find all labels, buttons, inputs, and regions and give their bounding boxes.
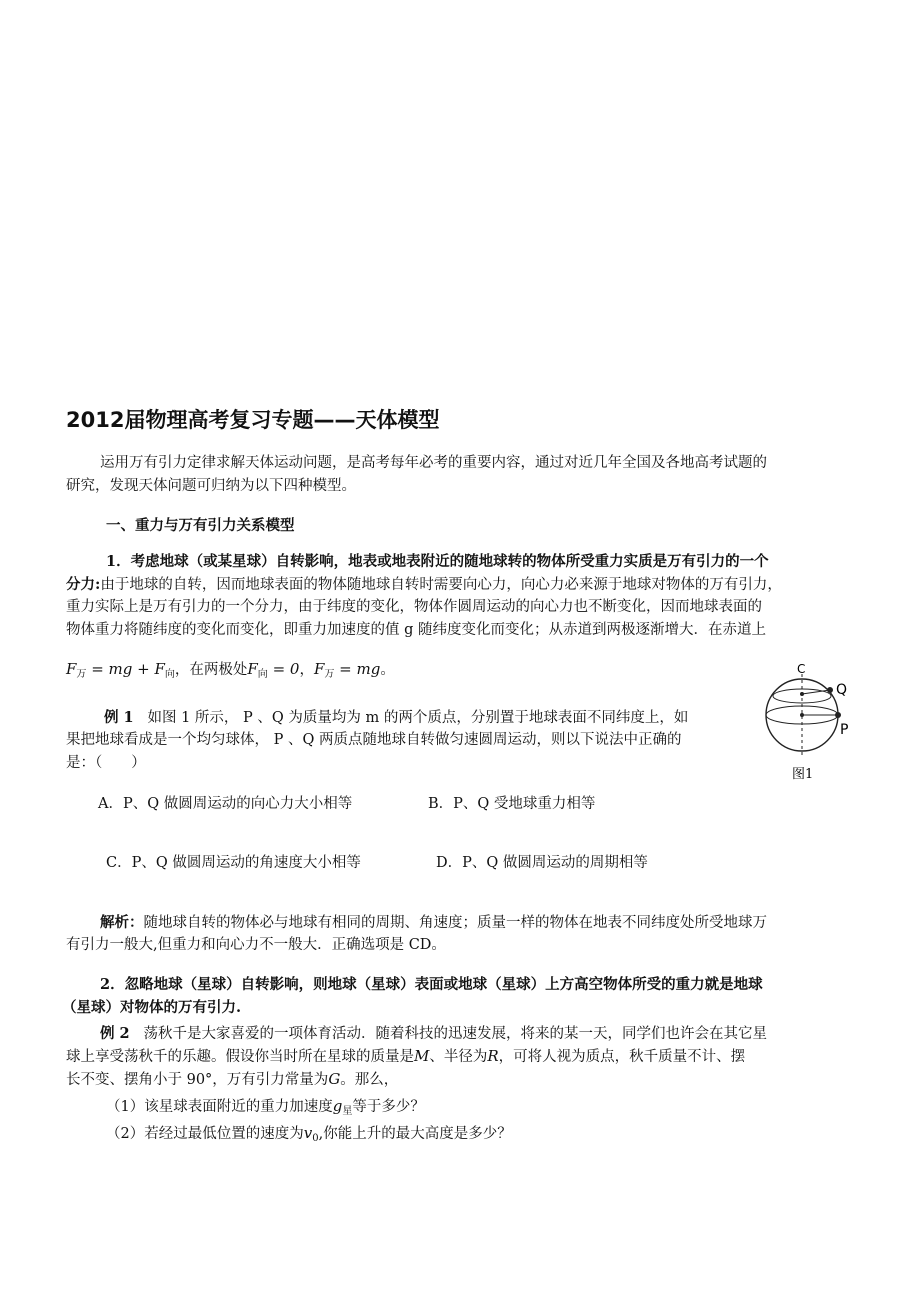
gravity-formula: $F_万$ = mg + $F_向$，在两极处$F_向 = 0$，$F_万$ = mg。: [66, 660, 395, 680]
example2-line-2: 球上享受荡秋千的乐趣。假设你当时所在星球的质量是M、半径为R，可将人视为质点，秋千质量不计、摆: [66, 1047, 746, 1065]
point1-line-2: [66, 573, 782, 597]
page-title: 2012届物理高考复习专题——天体模型: [66, 408, 440, 432]
figure-label-q: Q: [836, 682, 848, 698]
question-2: （2）若经过最低位置的速度为$v_0$,你能上升的最大高度是多少？: [106, 1124, 512, 1144]
figure-label-p: P: [840, 722, 849, 738]
option-c: C．P、Q 做圆周运动的角速度大小相等: [106, 855, 361, 871]
example2-line-3: 长不变、摆角小于 90°，万有引力常量为G。那么，: [66, 1070, 399, 1088]
point1-heading-line-1: 1．考虑地球（或某星球）自转影响，地表或地表附近的随地球转的物体所受重力实质是万有引力的一个: [106, 553, 769, 570]
example1-label: 例 1: [104, 709, 134, 726]
example1-line-3: 是：（ ）: [66, 755, 146, 771]
point1-heading-end: 分力:: [66, 576, 101, 593]
section-heading: 一、重力与万有引力关系模型: [106, 517, 295, 534]
analysis-line-1: 解析：随地球自转的物体必与地球有相同的周期、角速度；质量一样的物体在地表不同纬度处所受地球万: [100, 914, 767, 931]
analysis-line-2: 有引力一般大,但重力和向心力不一般大．正确选项是 CD。: [66, 937, 446, 953]
figure-label-c: C: [797, 662, 806, 676]
option-b: B．P、Q 受地球重力相等: [428, 796, 596, 812]
option-a: A．P、Q 做圆周运动的向心力大小相等: [98, 796, 353, 812]
intro-line-1: 运用万有引力定律求解天体运动问题，是高考每年必考的重要内容，通过对近几年全国及各地高考试题的: [100, 455, 767, 471]
example2-label: 例 2: [100, 1025, 130, 1042]
example1-line-1: 例 1 如图 1 所示， P 、Q 为质量均为 m 的两个质点，分别置于地球表面不同纬度上，如: [104, 709, 689, 726]
option-d: D．P、Q 做圆周运动的周期相等: [436, 855, 648, 871]
point2-line-1: 2．忽略地球（星球）自转影响，则地球（星球）表面或地球（星球）上方高空物体所受的重力就是地球: [100, 976, 763, 993]
question-1: （1）该星球表面附近的重力加速度$g_星$等于多少？: [106, 1097, 425, 1117]
example1-line-2: 果把地球看成是一个均匀球体， P 、Q 两质点随地球自转做匀速圆周运动，则以下说法中正确的: [66, 732, 682, 748]
point1-body-2: 重力实际上是万有引力的一个分力，由于纬度的变化，物体作圆周运动的向心力也不断变化，因而地球表面的: [66, 599, 762, 615]
intro-line-2: 研究，发现天体问题可归纳为以下四种模型。: [66, 478, 356, 494]
earth-figure: [760, 660, 860, 785]
point1-body-3: 物体重力将随纬度的变化而变化，即重力加速度的值 g 随纬度变化而变化；从赤道到两极逐渐增大．在赤道上: [66, 622, 766, 638]
example2-line-1: 例 2 荡秋千是大家喜爱的一项体育活动．随着科技的迅速发展，将来的某一天，同学们也许会在其它星: [100, 1025, 767, 1042]
analysis-label: 解析：: [100, 914, 144, 931]
figure-caption: 图1: [792, 767, 814, 782]
point1-body-1: 由于地球的自转，因而地球表面的物体随地球自转时需要向心力，向心力必来源于地球对物体的万有引力，: [100, 577, 782, 593]
point2-line-2: （星球）对物体的万有引力.: [62, 999, 242, 1016]
